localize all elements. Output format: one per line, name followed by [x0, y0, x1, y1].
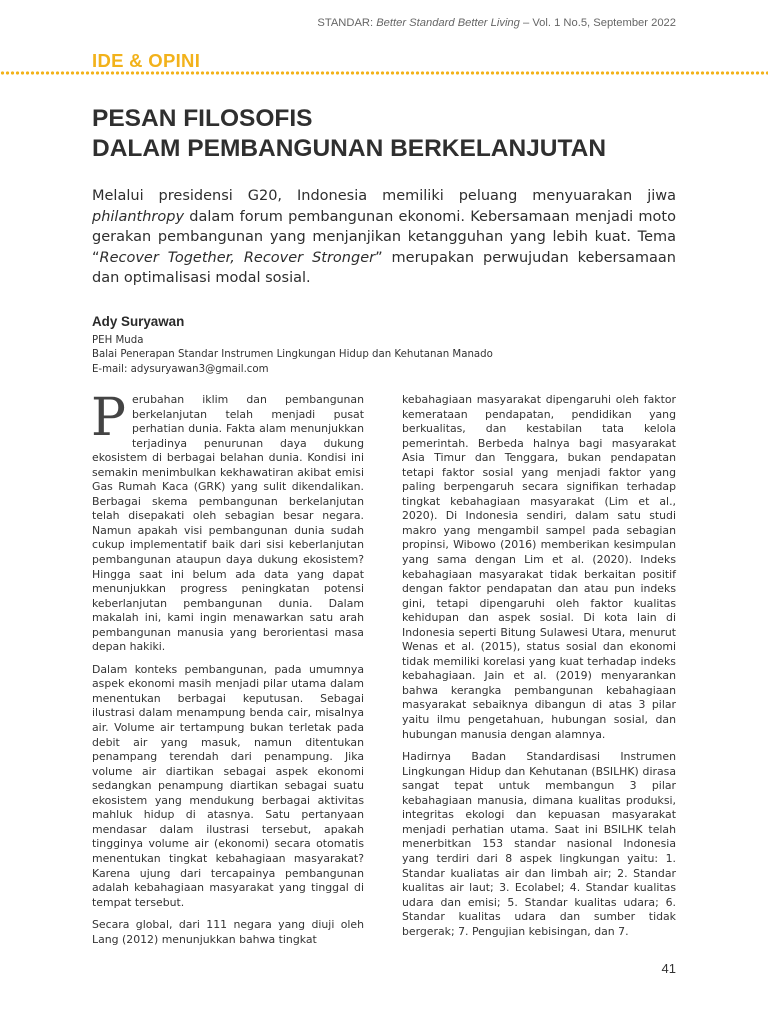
title-line-1: PESAN FILOSOFIS	[92, 105, 313, 132]
body-paragraph-3: Secara global, dari 111 negara yang diuji oleh Lang (2012) menunjukkan bahwa tingkat	[92, 918, 364, 946]
running-header	[317, 17, 676, 29]
drop-cap: P	[91, 388, 126, 448]
lead-italic-1: philanthropy	[92, 208, 185, 225]
author-meta	[92, 334, 493, 377]
paragraph-1-text: erubahan iklim dan pembangunan berkelanjutan telah menjadi pusat perhatian dunia. Fakta alam menunjukkan terjadinya penurunan daya dukung ekosistem di berbagai belahan dunia. Kondisi ini semakin menimbulkan kekhawatiran akibat emisi Gas Rumah Kaca (GRK) yang sulit dikendalikan. Berbagai skema pembangunan berkelanjutan telah disepakati oleh sebagian besar negara. Namun apakah visi pembangunan dunia sudah cukup implementatif baik dari sisi keberlanjutan pembangunan ataupun daya dukung ekosistem? Hingga saat ini belum ada data yang dapat menunjukkan progress peningkatan potensi keberlanjutan pembangunan dunia. Dalam makalah ini, kami ingin menawarkan satu arah pembangunan manusia yang berorientasi masa depan hakiki.	[92, 393, 364, 654]
section-label: IDE & OPINI	[92, 50, 201, 71]
author-institution: Balai Penerapan Standar Instrumen Lingkungan Hidup dan Kehutanan Manado	[92, 349, 493, 361]
author-name: Ady Suryawan	[92, 314, 185, 329]
page-number: 41	[661, 961, 676, 976]
author-email: E-mail: adysuryawan3@gmail.com	[92, 363, 269, 375]
issue-info: – Vol. 1 No.5, September 2022	[523, 17, 676, 29]
publication-tagline: Better Standard Better Living	[376, 17, 520, 29]
author-position: PEH Muda	[92, 335, 144, 346]
body-paragraph-2: Dalam konteks pembangunan, pada umumnya aspek ekonomi masih menjadi pilar utama dalam menentukan berbagai keputusan. Sebagai ilustrasi dalam menampung benda cair, misalnya air. Volume air tertampung bukan terletak pada debit air yang masuk, namun ditentukan penampang terendah dari penampung. Jika volume air diartikan sebagai aspek ekonomi sedangkan penampung diartikan sebagai suatu ekosistem yang mendukung berbagai aktivitas mahluk hidup di atasnya. Satu pertanyaan mendasar dalam ilustrasi tersebut, apakah tingginya volume air (ekonomi) secara otomatis menentukan tingkat kebahagiaan masyarakat? Karena ujung dari tercapainya pembangunan adalah kebahagiaan masyarakat yang tinggal di tempat tersebut.	[92, 662, 364, 909]
body-paragraph-5: Hadirnya Badan Standardisasi Instrumen Lingkungan Hidup dan Kehutanan (BSILHK) dirasa sangat tepat untuk membangun 3 pilar kebahagiaan manusia, dimana kualitas produksi, integritas ekologi dan kepuasan masyarakat menjadi perhatian utama. Saat ini BSILHK telah menerbitkan 153 standar nasional Indonesia yang terdiri dari 8 aspek lingkungan yaitu: 1. Standar kualiatas air dan limbah air; 2. Standar kualitas air laut; 3. Ecolabel; 4. Standar kualitas udara dan emisi; 5. Standar kualitas udara; 6. Standar kualitas udara dan sumber tidak bergerak; 7. Pengujian kebisingan, dan 7.	[402, 750, 676, 938]
dotted-divider	[0, 71, 768, 75]
lead-text-3: ” merupakan perwujudan kebersamaan dan optimalisasi modal sosial.	[92, 249, 676, 287]
lead-italic-2: Recover Together, Recover Stronger	[99, 249, 376, 266]
lead-paragraph	[92, 186, 676, 289]
article-title	[92, 104, 606, 164]
title-line-2: DALAM PEMBANGUNAN BERKELANJUTAN	[92, 135, 607, 162]
lead-text-1: Melalui presidensi G20, Indonesia memiliki peluang menyuarakan jiwa	[92, 188, 676, 204]
body-paragraph-4: kebahagiaan masyarakat dipengaruhi oleh faktor kemerataan pendapatan, pendidikan yang berkualitas, dan kestabilan tata kelola pemerintah. Berbeda halnya bagi masyarakat Asia Timur dan Tenggara, bukan pendapatan tetapi faktor sosial yang menjadi faktor yang paling berpengaruh secara signifikan terhadap tingkat kebahagiaan masyarakat (Lim et al., 2020). Di Indonesia sendiri, dalam satu studi makro yang mengambil sampel pada sebagian propinsi, Wibowo (2016) memberikan kesimpulan yang sama dengan Lim et al. (2020). Indeks kebahagiaan masyarakat tidak berkaitan positif dengan faktor pendapatan dan atau pun indeks gini, tetapi dipengaruhi oleh faktor kualitas kehidupan dan aspek sosial. Di kota lain di Indonesia seperti Bitung Sulawesi Utara, menurut Wenas et al. (2015), status sosial dan ekonomi tidak memiliki korelasi yang kuat terhadap indeks kebahagiaan. Jain et al. (2019) menyarankan bahwa kerangka pembangunan kebahagiaan masyarakat sebaiknya dibangun di atas 3 pilar yaitu ilmu pengetahuan, hubungan sosial, dan hubungan manusia dengan alamnya.	[402, 393, 676, 741]
body-paragraph-1	[91, 388, 364, 655]
lead-text-2: dalam forum pembangunan ekonomi. Kebersamaan menjadi moto gerakan pembangunan yang menjanjikan ketangguhan yang lebih kuat. Tema “	[92, 208, 676, 266]
publication-name: STANDAR:	[317, 17, 374, 29]
body-column-right	[402, 393, 676, 947]
body-column-left	[91, 388, 364, 955]
